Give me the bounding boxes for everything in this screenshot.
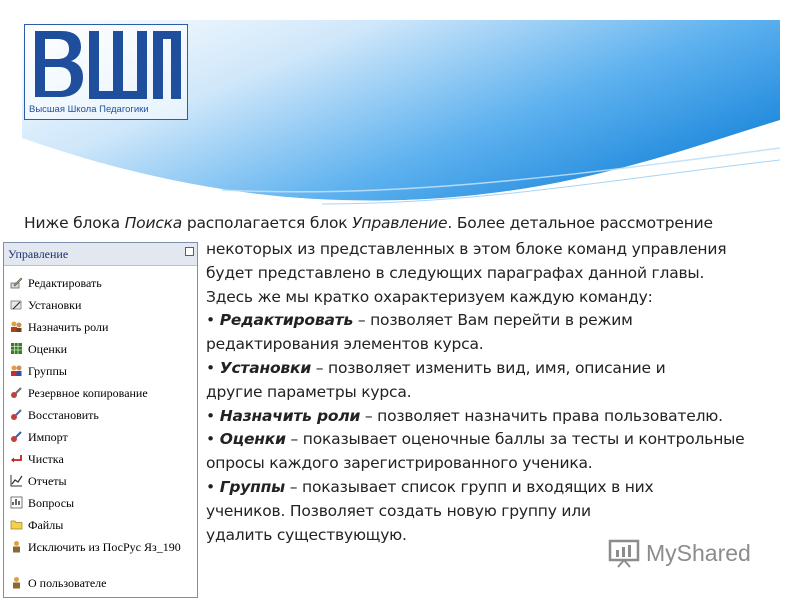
body-line: другие параметры курса.: [206, 382, 412, 401]
intro-part3: . Более детальное рассмотрение: [447, 214, 713, 232]
unenrol-icon: [10, 540, 23, 553]
reset-icon: [10, 452, 23, 465]
intro-control-term: Управление: [352, 214, 448, 232]
menu-item-import[interactable]: [10, 429, 68, 445]
menu-label: Группы: [28, 364, 67, 378]
control-block-header: [4, 243, 197, 266]
menu-item-profile[interactable]: [10, 575, 106, 591]
intro-part1: Ниже блока: [24, 214, 125, 232]
menu-item-questions[interactable]: [10, 495, 74, 511]
bullet-roles: [206, 405, 786, 429]
menu-label: Файлы: [28, 518, 64, 532]
bullet-mark: •: [206, 406, 215, 425]
body-line: Здесь же мы кратко охарактеризуем каждую команду:: [206, 287, 653, 306]
menu-item-settings[interactable]: [10, 297, 81, 313]
bullet-grades: [206, 428, 786, 452]
grades-icon: [10, 342, 23, 355]
menu-item-files[interactable]: [10, 517, 63, 533]
profile-icon: [10, 576, 23, 589]
menu-item-grades[interactable]: [10, 341, 67, 357]
watermark-text: MyShared: [646, 539, 751, 566]
bullet-settings: [206, 357, 786, 381]
menu-item-unenrol[interactable]: [10, 539, 188, 555]
bullet-text: – показывает оценочные баллы за тесты и контрольные: [285, 430, 745, 449]
menu-label: Импорт: [28, 430, 68, 444]
bullet-mark: •: [206, 430, 215, 449]
intro-part2: располагается блок: [182, 214, 353, 232]
menu-item-assign-roles[interactable]: [10, 319, 108, 335]
menu-label: Вопросы: [28, 496, 75, 510]
menu-label: Исключить из ПосРус Яз_190: [28, 540, 181, 554]
menu-item-reports[interactable]: [10, 473, 67, 489]
edit-icon: [10, 276, 23, 289]
body-line: некоторых из представленных в этом блоке команд управления: [206, 240, 727, 258]
bullet-edit: [206, 309, 786, 333]
import-icon: [10, 430, 23, 443]
menu-label: Оценки: [28, 342, 68, 356]
menu-label: Резервное копирование: [28, 386, 148, 400]
roles-icon: [10, 320, 23, 333]
menu-label: Отчеты: [28, 474, 67, 488]
menu-label: Редактировать: [28, 276, 102, 290]
body-line: редактирования элементов курса.: [206, 335, 484, 354]
bullet-mark: •: [206, 311, 215, 330]
myshared-watermark: [608, 538, 751, 568]
menu-item-groups[interactable]: [10, 363, 67, 379]
menu-label: Чистка: [28, 452, 64, 466]
intro-search-term: Поиска: [124, 214, 183, 232]
bullet-text: – позволяет Вам перейти в режим: [353, 311, 633, 330]
settings-icon: [10, 298, 23, 311]
bullet-text: – показывает список групп и входящих в них: [285, 477, 654, 496]
intro-line: [24, 214, 713, 232]
school-logo: [24, 24, 188, 120]
backup-icon: [10, 386, 23, 399]
bullet-mark: •: [206, 358, 215, 377]
bullet-groups: [206, 476, 786, 500]
logo-subtitle: Высшая Школа Педагогики: [29, 104, 149, 115]
bullet-mark: •: [206, 477, 215, 496]
control-block-title: Управление: [8, 247, 69, 261]
menu-label: Назначить роли: [28, 320, 109, 334]
term-edit: Редактировать: [219, 311, 354, 330]
menu-item-reset[interactable]: [10, 451, 64, 467]
menu-item-edit[interactable]: [10, 275, 102, 291]
menu-item-backup[interactable]: [10, 385, 148, 401]
bullet-text: – позволяет назначить права пользователю.: [360, 406, 723, 425]
term-roles: Назначить роли: [219, 406, 361, 425]
description-text: [206, 238, 786, 547]
body-line: удалить существующую.: [206, 525, 407, 544]
logo-letters-mark: [31, 29, 183, 101]
term-grades: Оценки: [219, 430, 286, 449]
body-line: учеников. Позволяет создать новую группу или: [206, 501, 591, 520]
menu-label: Установки: [28, 298, 82, 312]
folder-icon: [10, 518, 23, 531]
bullet-text: – позволяет изменить вид, имя, описание и: [311, 358, 666, 377]
term-settings: Установки: [219, 358, 312, 377]
term-groups: Группы: [219, 477, 285, 496]
menu-label: Восстановить: [28, 408, 99, 422]
reports-icon: [10, 474, 23, 487]
body-line: опросы каждого зарегистрированного ученика.: [206, 454, 593, 473]
menu-item-restore[interactable]: [10, 407, 99, 423]
presentation-board-icon: [608, 538, 640, 568]
body-line: будет представлено в следующих параграфах данной главы.: [206, 263, 705, 282]
menu-label: О пользователе: [28, 576, 107, 590]
restore-icon: [10, 408, 23, 421]
control-block: [3, 242, 198, 598]
groups-icon: [10, 364, 23, 377]
collapse-block-icon[interactable]: [185, 247, 194, 256]
questions-icon: [10, 496, 23, 509]
